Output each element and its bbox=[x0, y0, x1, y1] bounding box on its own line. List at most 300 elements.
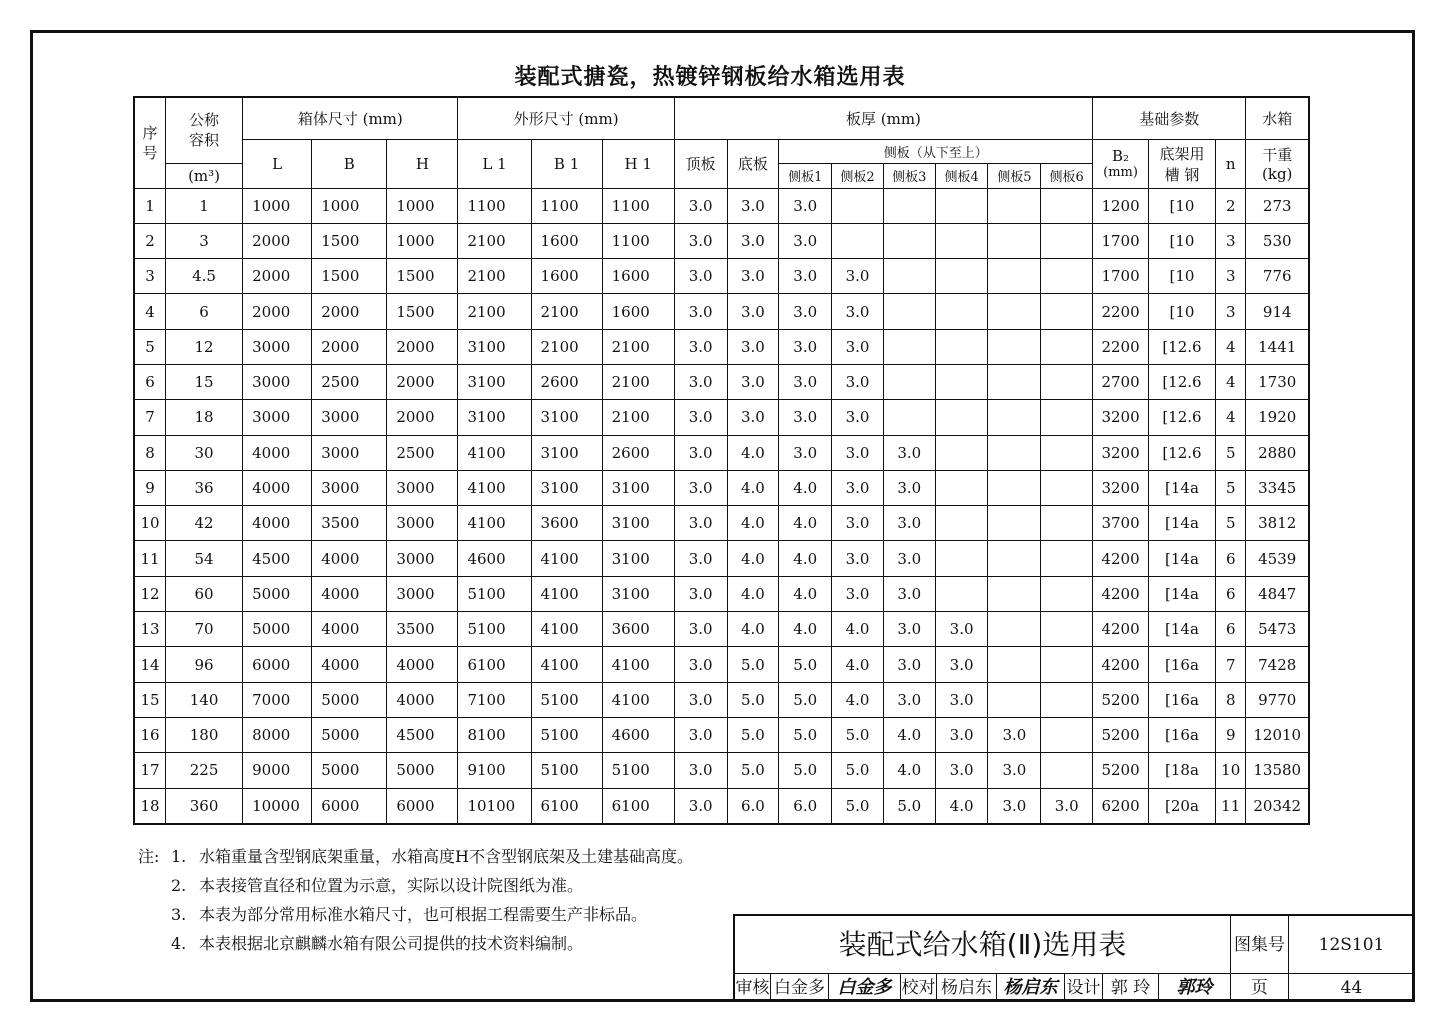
table-row bbox=[134, 541, 1309, 576]
table-cell: 3200 bbox=[1093, 470, 1149, 505]
table-cell: 4000 bbox=[312, 612, 387, 647]
table-cell: 4000 bbox=[243, 470, 312, 505]
table-cell: 4.0 bbox=[779, 576, 832, 611]
header-B1: B 1 bbox=[531, 139, 602, 188]
table-cell: 9000 bbox=[243, 753, 312, 788]
table-cell: [14a bbox=[1148, 506, 1215, 541]
table-cell: 3000 bbox=[312, 400, 387, 435]
table-cell: 36 bbox=[165, 470, 242, 505]
table-cell: [20a bbox=[1148, 788, 1215, 824]
table-cell: 4.5 bbox=[165, 259, 242, 294]
table-cell bbox=[988, 259, 1041, 294]
header-L1: L 1 bbox=[458, 139, 531, 188]
table-cell: 3.0 bbox=[674, 188, 727, 223]
table-cell bbox=[988, 435, 1041, 470]
table-cell: 2880 bbox=[1246, 435, 1309, 470]
table-cell: 1000 bbox=[312, 188, 387, 223]
table-cell: 1100 bbox=[531, 188, 602, 223]
table-cell: 14 bbox=[134, 647, 165, 682]
table-cell: 360 bbox=[165, 788, 242, 824]
note-item: 4. 本表根据北京麒麟水箱有限公司提供的技术资料编制。 bbox=[171, 934, 584, 953]
table-cell: 7100 bbox=[458, 682, 531, 717]
table-cell: 5.0 bbox=[832, 717, 884, 752]
table-cell bbox=[988, 329, 1041, 364]
table-cell: 3.0 bbox=[832, 541, 884, 576]
table-cell: 5.0 bbox=[727, 753, 779, 788]
table-cell: 1100 bbox=[602, 223, 674, 258]
table-cell: 5200 bbox=[1093, 753, 1149, 788]
table-cell: 6100 bbox=[458, 647, 531, 682]
table-cell bbox=[883, 329, 935, 364]
table-cell: 5000 bbox=[312, 682, 387, 717]
header-outer-dims: 外形尺寸 (mm) bbox=[458, 97, 674, 139]
table-cell: 3.0 bbox=[674, 400, 727, 435]
table-cell: 3.0 bbox=[832, 294, 884, 329]
designer-signature: 郭玲 bbox=[1159, 974, 1231, 1002]
table-cell: 2200 bbox=[1093, 329, 1149, 364]
table-cell bbox=[883, 223, 935, 258]
table-cell: 4.0 bbox=[832, 682, 884, 717]
table-cell: 4100 bbox=[602, 682, 674, 717]
table-cell: 16 bbox=[134, 717, 165, 752]
table-cell: 3.0 bbox=[674, 788, 727, 824]
table-cell: 140 bbox=[165, 682, 242, 717]
table-cell: 3.0 bbox=[883, 506, 935, 541]
table-cell bbox=[988, 506, 1041, 541]
table-cell: 4100 bbox=[458, 506, 531, 541]
table-cell: 5100 bbox=[531, 682, 602, 717]
table-cell bbox=[1041, 435, 1093, 470]
table-cell bbox=[988, 541, 1041, 576]
table-cell: 3.0 bbox=[832, 364, 884, 399]
table-cell: 3 bbox=[1215, 294, 1245, 329]
table-cell: 4 bbox=[1215, 364, 1245, 399]
table-cell: 3.0 bbox=[832, 329, 884, 364]
checker-signature: 杨启东 bbox=[997, 974, 1065, 1002]
table-cell: 3000 bbox=[312, 470, 387, 505]
table-cell bbox=[1041, 400, 1093, 435]
table-cell: 4100 bbox=[458, 470, 531, 505]
header-box-dims: 箱体尺寸 (mm) bbox=[243, 97, 458, 139]
table-cell: [12.6 bbox=[1148, 329, 1215, 364]
table-row bbox=[134, 788, 1309, 824]
table-cell: 3.0 bbox=[883, 435, 935, 470]
table-cell: 7 bbox=[134, 400, 165, 435]
table-cell: 3000 bbox=[387, 541, 458, 576]
table-cell: 180 bbox=[165, 717, 242, 752]
table-cell: 5.0 bbox=[779, 753, 832, 788]
table-cell bbox=[935, 188, 988, 223]
table-cell: 4.0 bbox=[779, 470, 832, 505]
table-cell: 4.0 bbox=[935, 788, 988, 824]
table-cell: 3.0 bbox=[674, 682, 727, 717]
table-cell: 4000 bbox=[243, 506, 312, 541]
table-cell: 5.0 bbox=[779, 682, 832, 717]
table-cell: 9 bbox=[1215, 717, 1245, 752]
table-cell: 54 bbox=[165, 541, 242, 576]
table-cell: 3.0 bbox=[674, 223, 727, 258]
table-cell: 4.0 bbox=[727, 470, 779, 505]
table-cell: 3100 bbox=[602, 576, 674, 611]
table-cell bbox=[832, 188, 884, 223]
table-cell bbox=[988, 682, 1041, 717]
table-cell: 4600 bbox=[458, 541, 531, 576]
table-cell bbox=[1041, 753, 1093, 788]
table-cell: 4100 bbox=[531, 576, 602, 611]
table-cell: 3.0 bbox=[674, 435, 727, 470]
table-cell: 3.0 bbox=[988, 788, 1041, 824]
table-cell bbox=[935, 506, 988, 541]
table-cell: 7 bbox=[1215, 647, 1245, 682]
table-cell: 12 bbox=[165, 329, 242, 364]
table-cell: 2100 bbox=[531, 294, 602, 329]
table-cell: 1100 bbox=[458, 188, 531, 223]
table-cell: 3.0 bbox=[935, 647, 988, 682]
table-cell bbox=[1041, 682, 1093, 717]
table-cell: 225 bbox=[165, 753, 242, 788]
table-cell: 3600 bbox=[531, 506, 602, 541]
table-cell: 4000 bbox=[312, 647, 387, 682]
table-cell: 3.0 bbox=[674, 541, 727, 576]
table-row bbox=[134, 435, 1309, 470]
table-cell: 5000 bbox=[243, 612, 312, 647]
header-frame-channel: 底架用 槽 钢 bbox=[1148, 139, 1215, 188]
table-cell bbox=[935, 435, 988, 470]
table-cell: 4.0 bbox=[779, 612, 832, 647]
table-cell: 3.0 bbox=[935, 682, 988, 717]
table-cell: 5 bbox=[1215, 506, 1245, 541]
table-cell bbox=[1041, 259, 1093, 294]
table-cell: 4100 bbox=[531, 647, 602, 682]
table-cell: 3100 bbox=[602, 506, 674, 541]
table-cell: 30 bbox=[165, 435, 242, 470]
table-cell bbox=[988, 364, 1041, 399]
table-cell: 3.0 bbox=[674, 470, 727, 505]
header-capacity: 公称容积 bbox=[165, 97, 242, 163]
table-cell: 5.0 bbox=[832, 788, 884, 824]
table-cell: 7428 bbox=[1246, 647, 1309, 682]
table-cell: 1500 bbox=[387, 294, 458, 329]
table-cell: 3.0 bbox=[935, 717, 988, 752]
table-cell: 3.0 bbox=[779, 294, 832, 329]
table-cell: 1000 bbox=[387, 223, 458, 258]
note-item: 2. 本表接管直径和位置为示意，实际以设计院图纸为准。 bbox=[171, 876, 584, 895]
table-cell: 3.0 bbox=[779, 259, 832, 294]
table-cell: 13 bbox=[134, 612, 165, 647]
table-cell: 3100 bbox=[458, 364, 531, 399]
table-cell: 1700 bbox=[1093, 259, 1149, 294]
table-cell: 3000 bbox=[243, 364, 312, 399]
note-item: 3. 本表为部分常用标准水箱尺寸，也可根据工程需要生产非标品。 bbox=[171, 905, 648, 924]
table-cell bbox=[1041, 717, 1093, 752]
table-cell: 8 bbox=[134, 435, 165, 470]
table-cell: 2600 bbox=[602, 435, 674, 470]
table-cell: 3000 bbox=[387, 506, 458, 541]
table-cell: 3.0 bbox=[935, 753, 988, 788]
table-cell bbox=[1041, 329, 1093, 364]
reviewer-name: 白金多 bbox=[771, 974, 829, 1002]
table-cell: 3.0 bbox=[883, 612, 935, 647]
table-cell: 5100 bbox=[531, 717, 602, 752]
header-weight-top: 水箱 bbox=[1246, 97, 1309, 139]
table-cell bbox=[1041, 294, 1093, 329]
atlas-number: 12S101 bbox=[1289, 916, 1415, 974]
table-cell: 3.0 bbox=[1041, 788, 1093, 824]
header-L: L bbox=[243, 139, 312, 188]
table-cell: 2000 bbox=[312, 294, 387, 329]
table-row bbox=[134, 188, 1309, 223]
table-cell: 5.0 bbox=[779, 717, 832, 752]
table-cell: 4200 bbox=[1093, 576, 1149, 611]
table-cell bbox=[988, 612, 1041, 647]
table-cell: 1730 bbox=[1246, 364, 1309, 399]
table-cell: 3100 bbox=[458, 400, 531, 435]
table-row bbox=[134, 753, 1309, 788]
table-row bbox=[134, 506, 1309, 541]
header-top-plate: 顶板 bbox=[674, 139, 727, 188]
table-cell: 3.0 bbox=[674, 612, 727, 647]
table-cell: 5 bbox=[134, 329, 165, 364]
table-cell: 3100 bbox=[602, 541, 674, 576]
table-cell: 3100 bbox=[531, 435, 602, 470]
table-cell: 8000 bbox=[243, 717, 312, 752]
table-cell: 4 bbox=[1215, 329, 1245, 364]
table-cell: 3.0 bbox=[674, 717, 727, 752]
table-cell: 3 bbox=[1215, 223, 1245, 258]
table-cell: 2100 bbox=[602, 364, 674, 399]
table-cell: 3.0 bbox=[832, 506, 884, 541]
table-cell: 4.0 bbox=[883, 717, 935, 752]
table-cell: 4.0 bbox=[832, 647, 884, 682]
table-cell bbox=[1041, 541, 1093, 576]
table-cell: 7000 bbox=[243, 682, 312, 717]
drawing-title: 装配式给水箱(Ⅱ)选用表 bbox=[735, 916, 1231, 974]
header-side1: 侧板1 bbox=[779, 163, 832, 188]
header-H1: H 1 bbox=[602, 139, 674, 188]
table-title: 装配式搪瓷，热镀锌钢板给水箱选用表 bbox=[514, 65, 906, 90]
header-thickness: 板厚 (mm) bbox=[674, 97, 1092, 139]
table-cell bbox=[883, 294, 935, 329]
table-cell bbox=[988, 647, 1041, 682]
table-cell: 6100 bbox=[531, 788, 602, 824]
table-cell: 2100 bbox=[531, 329, 602, 364]
table-cell: 15 bbox=[134, 682, 165, 717]
reviewer-signature: 白金多 bbox=[829, 974, 901, 1002]
header-side3: 侧板3 bbox=[883, 163, 935, 188]
table-cell: 4100 bbox=[531, 541, 602, 576]
table-cell: 1920 bbox=[1246, 400, 1309, 435]
table-cell: 4000 bbox=[387, 682, 458, 717]
table-cell: 3.0 bbox=[883, 470, 935, 505]
table-cell: 4.0 bbox=[779, 541, 832, 576]
table-cell: 1500 bbox=[312, 223, 387, 258]
header-foundation: 基础参数 bbox=[1093, 97, 1246, 139]
header-seq: 序号 bbox=[134, 97, 165, 188]
table-cell: 2700 bbox=[1093, 364, 1149, 399]
table-cell: 4500 bbox=[243, 541, 312, 576]
table-cell: 6.0 bbox=[779, 788, 832, 824]
table-cell: 5.0 bbox=[883, 788, 935, 824]
table-cell bbox=[1041, 470, 1093, 505]
table-cell: 13580 bbox=[1246, 753, 1309, 788]
table-cell: 3000 bbox=[387, 470, 458, 505]
design-label: 设计 bbox=[1065, 974, 1103, 1002]
table-cell: 4100 bbox=[531, 612, 602, 647]
table-cell: [10 bbox=[1148, 294, 1215, 329]
table-cell bbox=[1041, 364, 1093, 399]
table-cell: 5.0 bbox=[727, 647, 779, 682]
table-cell: 5100 bbox=[531, 753, 602, 788]
table-cell: 9 bbox=[134, 470, 165, 505]
table-cell: 6100 bbox=[602, 788, 674, 824]
table-cell: 4000 bbox=[243, 435, 312, 470]
table-cell: 273 bbox=[1246, 188, 1309, 223]
table-cell: 2000 bbox=[243, 259, 312, 294]
table-cell: 5000 bbox=[312, 717, 387, 752]
table-cell: [12.6 bbox=[1148, 400, 1215, 435]
table-cell: 2500 bbox=[312, 364, 387, 399]
table-cell: 5000 bbox=[387, 753, 458, 788]
notes bbox=[138, 842, 693, 958]
table-cell: 4.0 bbox=[727, 612, 779, 647]
table-cell: 3100 bbox=[531, 400, 602, 435]
table-cell: 2100 bbox=[458, 223, 531, 258]
table-cell: 2000 bbox=[387, 364, 458, 399]
table-cell: 96 bbox=[165, 647, 242, 682]
table-cell: 6 bbox=[1215, 576, 1245, 611]
table-cell: 10000 bbox=[243, 788, 312, 824]
table-cell: 6200 bbox=[1093, 788, 1149, 824]
check-label: 校对 bbox=[901, 974, 937, 1002]
table-cell: [14a bbox=[1148, 470, 1215, 505]
table-cell: 4500 bbox=[387, 717, 458, 752]
table-cell: 4000 bbox=[387, 647, 458, 682]
table-cell: 6000 bbox=[243, 647, 312, 682]
table-cell: 2 bbox=[1215, 188, 1245, 223]
table-row bbox=[134, 682, 1309, 717]
table-cell: 3.0 bbox=[674, 753, 727, 788]
table-cell: 3.0 bbox=[674, 329, 727, 364]
table-cell: 2 bbox=[134, 223, 165, 258]
table-cell: 4 bbox=[134, 294, 165, 329]
table-cell: 5000 bbox=[312, 753, 387, 788]
table-cell: 10 bbox=[134, 506, 165, 541]
table-cell: 42 bbox=[165, 506, 242, 541]
table-cell bbox=[988, 294, 1041, 329]
table-cell: 8100 bbox=[458, 717, 531, 752]
note-item: 注: 1. 水箱重量含型钢底架重量，水箱高度H不含型钢底架及土建基础高度。 bbox=[138, 847, 693, 866]
table-row bbox=[134, 717, 1309, 752]
table-cell: 3.0 bbox=[883, 576, 935, 611]
table-cell: 4100 bbox=[602, 647, 674, 682]
table-cell bbox=[935, 294, 988, 329]
table-cell: 4.0 bbox=[779, 506, 832, 541]
table-cell: 5100 bbox=[458, 612, 531, 647]
header-B: B bbox=[312, 139, 387, 188]
table-cell: 3.0 bbox=[832, 400, 884, 435]
checker-name: 杨启东 bbox=[937, 974, 997, 1002]
table-cell: 3.0 bbox=[779, 223, 832, 258]
table-cell: [10 bbox=[1148, 259, 1215, 294]
table-cell: 4.0 bbox=[727, 506, 779, 541]
table-cell: 3.0 bbox=[727, 400, 779, 435]
table-cell: 3.0 bbox=[674, 294, 727, 329]
page-label: 页 bbox=[1231, 974, 1289, 1002]
table-cell: 1600 bbox=[602, 294, 674, 329]
review-label: 审核 bbox=[735, 974, 771, 1002]
table-cell: 1200 bbox=[1093, 188, 1149, 223]
header-weight: 干重 (kg) bbox=[1246, 139, 1309, 188]
table-cell: 3000 bbox=[387, 576, 458, 611]
table-cell: 3.0 bbox=[727, 294, 779, 329]
table-cell bbox=[988, 223, 1041, 258]
table-cell: 5.0 bbox=[779, 647, 832, 682]
table-cell: 4539 bbox=[1246, 541, 1309, 576]
table-cell: 3.0 bbox=[779, 188, 832, 223]
table-cell: 3345 bbox=[1246, 470, 1309, 505]
table-cell bbox=[1041, 612, 1093, 647]
table-cell: 3.0 bbox=[727, 364, 779, 399]
table-cell: 4200 bbox=[1093, 612, 1149, 647]
table-cell: 3.0 bbox=[935, 612, 988, 647]
table-cell: 5.0 bbox=[727, 717, 779, 752]
table-cell: 3.0 bbox=[674, 506, 727, 541]
table-cell: 3 bbox=[165, 223, 242, 258]
table-cell: 18 bbox=[134, 788, 165, 824]
table-cell: 6000 bbox=[312, 788, 387, 824]
table-row bbox=[134, 223, 1309, 258]
table-cell: 4.0 bbox=[832, 612, 884, 647]
table-cell: 10100 bbox=[458, 788, 531, 824]
page-number: 44 bbox=[1289, 974, 1415, 1002]
table-cell: 3.0 bbox=[832, 576, 884, 611]
table-cell: 1500 bbox=[387, 259, 458, 294]
table-cell: 6 bbox=[165, 294, 242, 329]
header-H: H bbox=[387, 139, 458, 188]
table-cell: 18 bbox=[165, 400, 242, 435]
table-cell: 3100 bbox=[458, 329, 531, 364]
table-cell bbox=[883, 188, 935, 223]
table-row bbox=[134, 364, 1309, 399]
table-cell: 1 bbox=[165, 188, 242, 223]
header-side2: 侧板2 bbox=[832, 163, 884, 188]
table-cell: 10 bbox=[1215, 753, 1245, 788]
table-cell bbox=[988, 400, 1041, 435]
table-cell: 5200 bbox=[1093, 717, 1149, 752]
table-cell: 1600 bbox=[602, 259, 674, 294]
table-cell: 1500 bbox=[312, 259, 387, 294]
table-cell: 4000 bbox=[312, 576, 387, 611]
table-cell: 3812 bbox=[1246, 506, 1309, 541]
table-cell bbox=[935, 223, 988, 258]
table-cell: 4847 bbox=[1246, 576, 1309, 611]
table-cell bbox=[935, 470, 988, 505]
table-cell: 3.0 bbox=[883, 541, 935, 576]
table-cell: [14a bbox=[1148, 612, 1215, 647]
table-cell: 6 bbox=[134, 364, 165, 399]
table-cell: 4.0 bbox=[727, 576, 779, 611]
table-cell: 3.0 bbox=[674, 647, 727, 682]
table-cell: 3.0 bbox=[832, 259, 884, 294]
table-cell bbox=[988, 470, 1041, 505]
table-cell: 3.0 bbox=[988, 753, 1041, 788]
table-cell: 1441 bbox=[1246, 329, 1309, 364]
table-cell bbox=[935, 541, 988, 576]
table-cell: 17 bbox=[134, 753, 165, 788]
header-bottom-plate: 底板 bbox=[727, 139, 779, 188]
header-capacity-unit: (m³) bbox=[165, 163, 242, 188]
table-cell: [12.6 bbox=[1148, 435, 1215, 470]
